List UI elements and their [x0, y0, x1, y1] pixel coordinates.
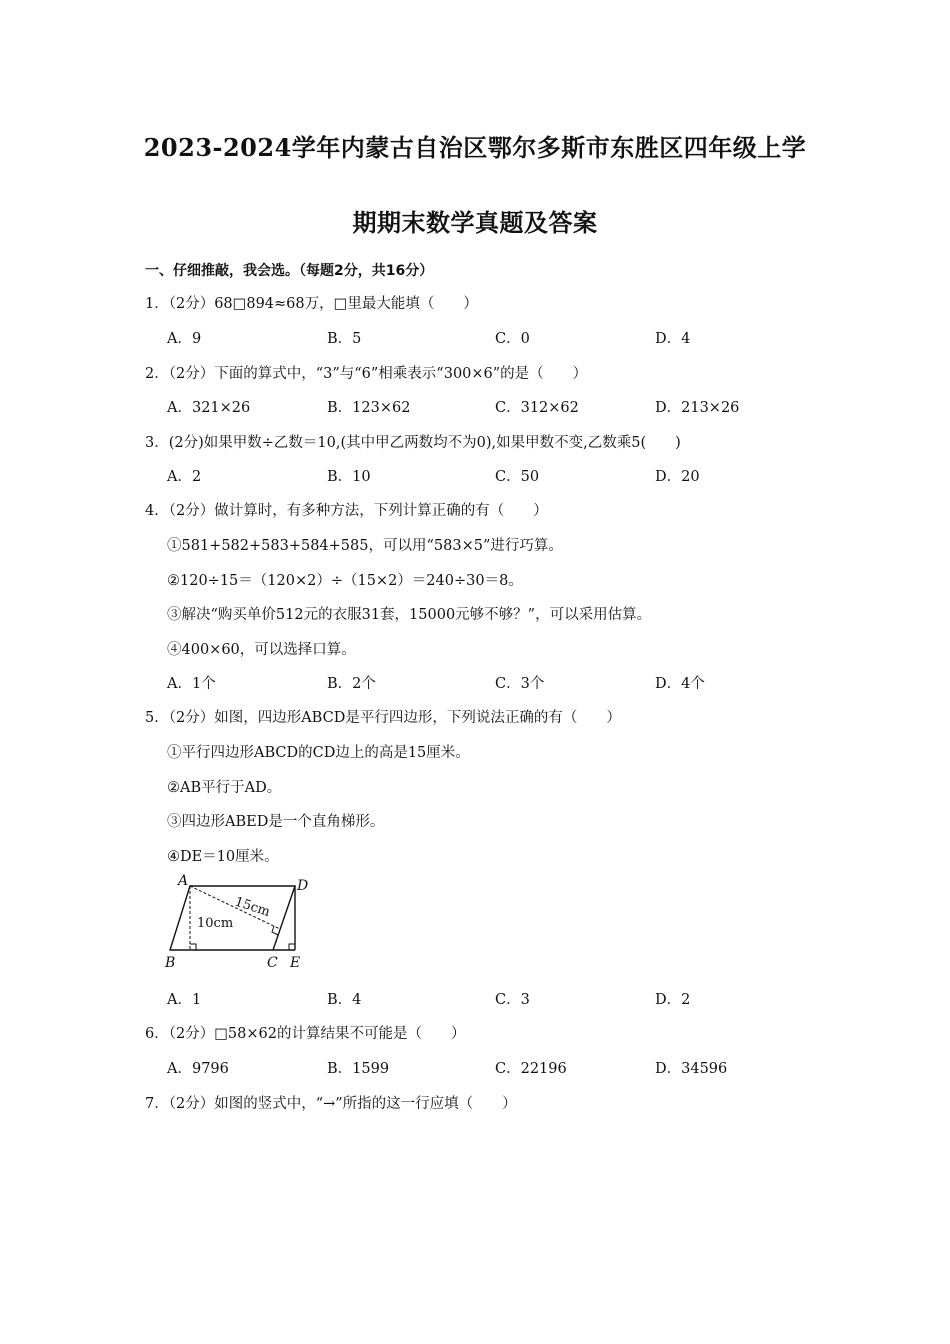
question-5-item-4: ④DE＝10厘米。 — [167, 849, 279, 865]
document-title-line2: 期期末数学真题及答案 — [352, 208, 598, 237]
question-5-option-d: D．2 — [655, 992, 691, 1008]
vertex-label-a: A — [178, 873, 189, 889]
question-3-option-c: C．50 — [495, 469, 540, 485]
question-3-option-a: A．2 — [167, 469, 202, 485]
question-4-stem: 4．（2分）做计算时，有多种方法，下列计算正确的有（ ） — [145, 503, 548, 519]
question-3-option-d: D．20 — [655, 469, 700, 485]
right-angle-mark-b — [190, 944, 196, 950]
question-5-option-c: C．3 — [495, 992, 530, 1008]
question-2-option-c: C．312×62 — [495, 400, 579, 416]
question-6-option-d: D．34596 — [655, 1061, 728, 1077]
question-6-stem: 6．（2分）□58×62的计算结果不可能是（ ） — [145, 1026, 466, 1042]
question-6-option-a: A．9796 — [167, 1061, 229, 1077]
length-label-10cm: 10cm — [197, 916, 234, 931]
question-1-option-c: C．0 — [495, 331, 530, 347]
question-1-stem: 1．（2分）68□894≈68万，□里最大能填（ ） — [145, 296, 478, 312]
question-2-option-b: B．123×62 — [327, 400, 411, 416]
question-4-item-3: ③解决“购买单价512元的衣服31套，15000元够不够？”，可以采用估算。 — [167, 607, 652, 623]
question-1-option-a: A．9 — [167, 331, 202, 347]
question-6-option-c: C．22196 — [495, 1061, 567, 1077]
question-5-item-2: ②AB平行于AD。 — [167, 780, 282, 796]
document-title-line1: 2023-2024学年内蒙古自治区鄂尔多斯市东胜区四年级上学 — [143, 133, 807, 162]
question-2-stem: 2．（2分）下面的算式中，“3”与“6”相乘表示“300×6”的是（ ） — [145, 366, 588, 382]
question-7-stem: 7．（2分）如图的竖式中，“→”所指的这一行应填（ ） — [145, 1096, 517, 1112]
question-5-item-3: ③四边形ABED是一个直角梯形。 — [167, 814, 385, 830]
parallelogram-figure — [160, 872, 320, 972]
question-5-item-1: ①平行四边形ABCD的CD边上的高是15厘米。 — [167, 745, 470, 761]
vertex-label-d: D — [297, 878, 309, 894]
vertex-label-e: E — [290, 955, 301, 971]
question-4-option-a: A．1个 — [167, 676, 216, 692]
vertex-label-b: B — [165, 955, 176, 971]
question-3-option-b: B．10 — [327, 469, 371, 485]
question-4-item-1: ①581+582+583+584+585，可以用“583×5”进行巧算。 — [167, 538, 563, 554]
question-1-option-b: B．5 — [327, 331, 362, 347]
question-2-option-d: D．213×26 — [655, 400, 740, 416]
question-4-option-b: B．2个 — [327, 676, 376, 692]
right-angle-mark-e — [289, 944, 295, 950]
question-5-option-b: B．4 — [327, 992, 362, 1008]
vertex-label-c: C — [267, 955, 278, 971]
question-4-item-2: ②120÷15＝（120×2）÷（15×2）＝240÷30＝8。 — [167, 573, 523, 589]
question-5-stem: 5．（2分）如图，四边形ABCD是平行四边形，下列说法正确的有（ ） — [145, 710, 621, 726]
question-3-stem: 3．(2分)如果甲数÷乙数＝10,(其中甲乙两数均不为0),如果甲数不变,乙数乘5( ) — [145, 435, 681, 451]
question-2-option-a: A．321×26 — [167, 400, 251, 416]
question-4-item-4: ④400×60，可以选择口算。 — [167, 642, 356, 658]
section-heading: 一、仔细推敲，我会选。（每题2分，共16分） — [145, 263, 434, 279]
question-1-option-d: D．4 — [655, 331, 691, 347]
question-6-option-b: B．1599 — [327, 1061, 390, 1077]
question-4-option-d: D．4个 — [655, 676, 705, 692]
question-5-option-a: A．1 — [167, 992, 202, 1008]
length-label-15cm: 15cm — [232, 894, 272, 920]
question-4-option-c: C．3个 — [495, 676, 545, 692]
